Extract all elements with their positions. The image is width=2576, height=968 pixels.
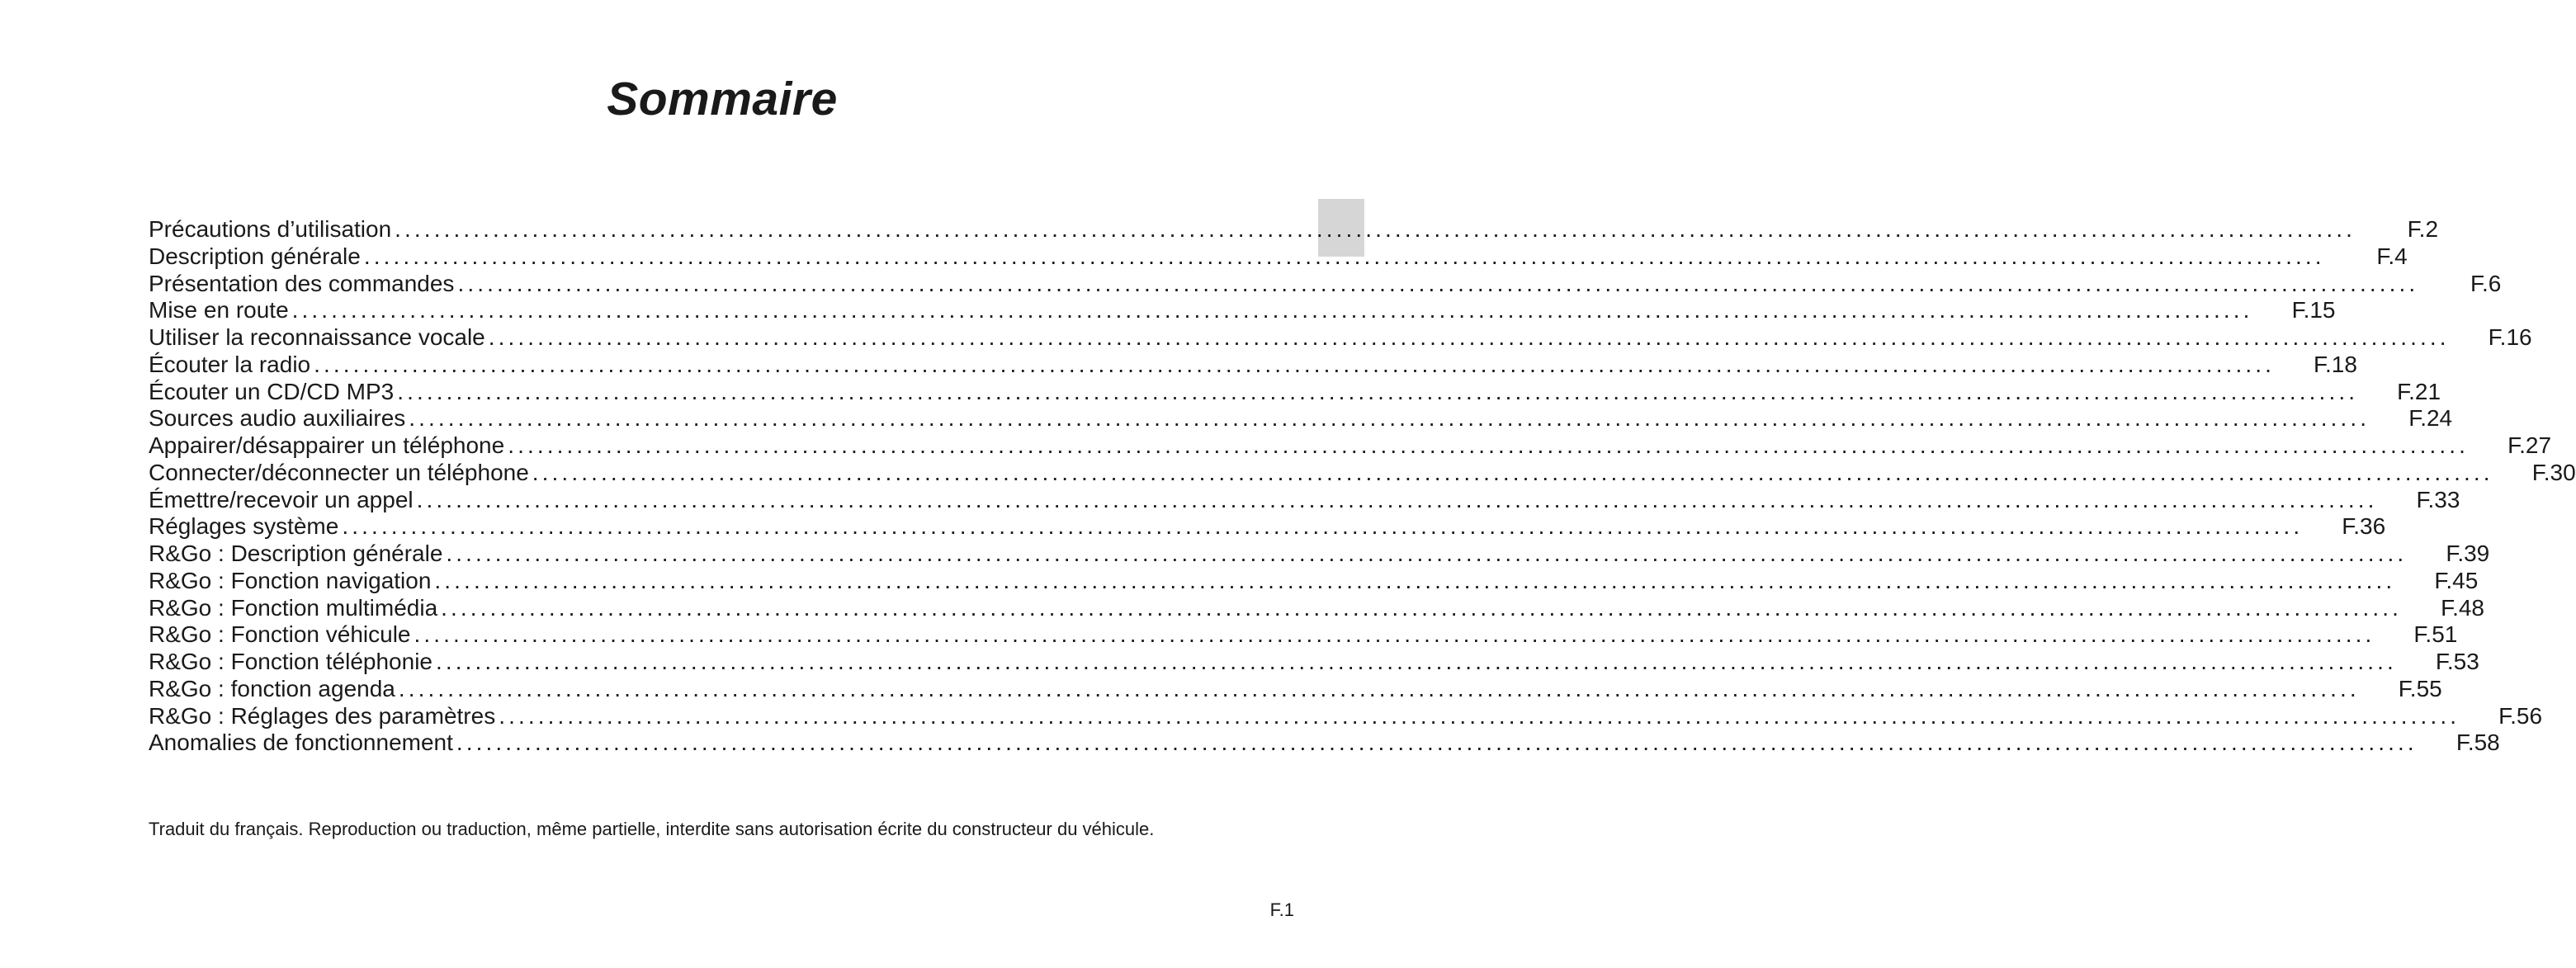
toc-entry-label: Écouter la radio (149, 351, 311, 377)
toc-entry-page: F.27 (2507, 432, 2552, 458)
toc-leader-dots: ........................................................................................................................................................................................................ (456, 730, 2418, 756)
toc-entry-label: R&Go : Fonction navigation (149, 567, 432, 593)
toc-leader-dots: ........................................................................................................................................................................................................ (363, 243, 2325, 269)
toc-entry[interactable] (149, 378, 2441, 406)
toc-entry-label: Connecter/déconnecter un téléphone (149, 459, 529, 485)
toc-leader-dots: ........................................................................................................................................................................................................ (395, 216, 2356, 242)
table-of-contents (149, 216, 2576, 757)
toc-entry-page: F.24 (2408, 405, 2453, 432)
toc-leader-dots: ........................................................................................................................................................................................................ (499, 702, 2460, 729)
toc-entry-label: Réglages système (149, 513, 339, 540)
toc-entry-page: F.39 (2446, 541, 2490, 566)
page-title: Sommaire (607, 73, 838, 125)
toc-entry[interactable] (149, 405, 2453, 432)
toc-leader-dots: ........................................................................................................................................................................................................ (457, 270, 2419, 296)
toc-entry-label: Utiliser la reconnaissance vocale (149, 324, 485, 350)
toc-entry-page: F.58 (2455, 730, 2500, 756)
toc-entry[interactable] (149, 649, 2479, 676)
toc-leader-dots: ........................................................................................................................................................................................................ (435, 649, 2397, 674)
toc-entry-label: R&Go : Réglages des paramètres (149, 702, 496, 729)
toc-leader-dots: ........................................................................................................................................................................................................ (434, 567, 2396, 593)
toc-entry[interactable] (149, 270, 2502, 298)
toc-leader-dots: ........................................................................................................................................................................................................ (532, 459, 2493, 485)
toc-entry[interactable] (149, 297, 2336, 324)
toc-entry-page: F.55 (2398, 675, 2442, 701)
toc-entry-page: F.18 (2314, 351, 2357, 377)
toc-entry-label: Précautions d’utilisation (149, 216, 392, 242)
toc-entry-label: Description générale (149, 243, 361, 269)
toc-entry-page: F.6 (2470, 270, 2502, 296)
toc-entry-page: F.16 (2488, 324, 2532, 350)
toc-leader-dots: ........................................................................................................................................................................................................ (291, 297, 2253, 323)
toc-entry[interactable] (149, 432, 2552, 460)
toc-entry[interactable] (149, 675, 2442, 703)
toc-entry[interactable] (149, 243, 2408, 271)
toc-entry-label: R&Go : Description générale (149, 541, 443, 566)
toc-entry-label: Anomalies de fonctionnement (149, 730, 453, 756)
toc-entry-label: Présentation des commandes (149, 270, 455, 296)
toc-entry-label: R&Go : Fonction véhicule (149, 621, 411, 648)
page-number: F.1 (1269, 900, 1294, 920)
toc-entry-label: R&Go : Fonction téléphonie (149, 649, 432, 674)
toc-entry[interactable] (149, 459, 2576, 487)
toc-entry-label: Appairer/désappairer un téléphone (149, 432, 505, 458)
toc-entry-page: F.15 (2291, 297, 2336, 323)
toc-entry[interactable] (149, 486, 2460, 514)
toc-entry[interactable] (149, 621, 2458, 649)
toc-entry-page: F.45 (2434, 567, 2479, 593)
toc-entry[interactable] (149, 730, 2500, 757)
toc-entry-page: F.51 (2413, 621, 2458, 648)
toc-entry[interactable] (149, 567, 2479, 595)
copyright-notice: Traduit du français. Reproduction ou traduction, même partielle, interdite sans autorisation écrite du constructeur du véhicule. (149, 819, 1155, 839)
toc-entry-page: F.48 (2441, 594, 2484, 621)
toc-entry-label: Sources audio auxiliaires (149, 405, 406, 432)
toc-leader-dots: ........................................................................................................................................................................................................ (441, 594, 2402, 621)
toc-entry[interactable] (149, 324, 2532, 352)
toc-entry-page: F.30 (2531, 459, 2576, 485)
toc-entry[interactable] (149, 216, 2439, 243)
toc-entry-label: R&Go : Fonction multimédia (149, 594, 438, 621)
toc-entry-label: Écouter un CD/CD MP3 (149, 378, 395, 404)
toc-entry-label: Mise en route (149, 297, 289, 323)
toc-leader-dots: ........................................................................................................................................................................................................ (314, 351, 2275, 377)
toc-entry-page: F.33 (2416, 486, 2460, 512)
toc-leader-dots: ........................................................................................................................................................................................................ (488, 324, 2450, 350)
toc-entry-page: F.21 (2397, 378, 2441, 404)
toc-entry-label: Émettre/recevoir un appel (149, 486, 414, 512)
toc-leader-dots: ........................................................................................................................................................................................................ (508, 432, 2470, 458)
toc-entry-label: R&Go : fonction agenda (149, 675, 395, 701)
toc-leader-dots: ........................................................................................................................................................................................................ (409, 405, 2370, 432)
toc-entry-page: F.4 (2376, 243, 2408, 269)
toc-leader-dots: ........................................................................................................................................................................................................ (414, 621, 2375, 648)
toc-entry[interactable] (149, 594, 2484, 622)
toc-entry-page: F.56 (2498, 702, 2543, 729)
toc-entry[interactable] (149, 351, 2357, 379)
toc-entry[interactable] (149, 702, 2543, 730)
toc-entry-page: F.2 (2407, 216, 2439, 242)
toc-leader-dots: ........................................................................................................................................................................................................ (342, 513, 2304, 540)
toc-leader-dots: ........................................................................................................................................................................................................ (416, 486, 2378, 512)
toc-entry-page: F.53 (2435, 649, 2479, 674)
toc-leader-dots: ........................................................................................................................................................................................................ (446, 541, 2408, 566)
toc-entry[interactable] (149, 513, 2386, 541)
toc-leader-dots: ........................................................................................................................................................................................................ (398, 675, 2360, 701)
toc-leader-dots: ........................................................................................................................................................................................................ (397, 378, 2359, 404)
toc-entry-page: F.36 (2342, 513, 2386, 540)
toc-entry[interactable] (149, 541, 2490, 568)
